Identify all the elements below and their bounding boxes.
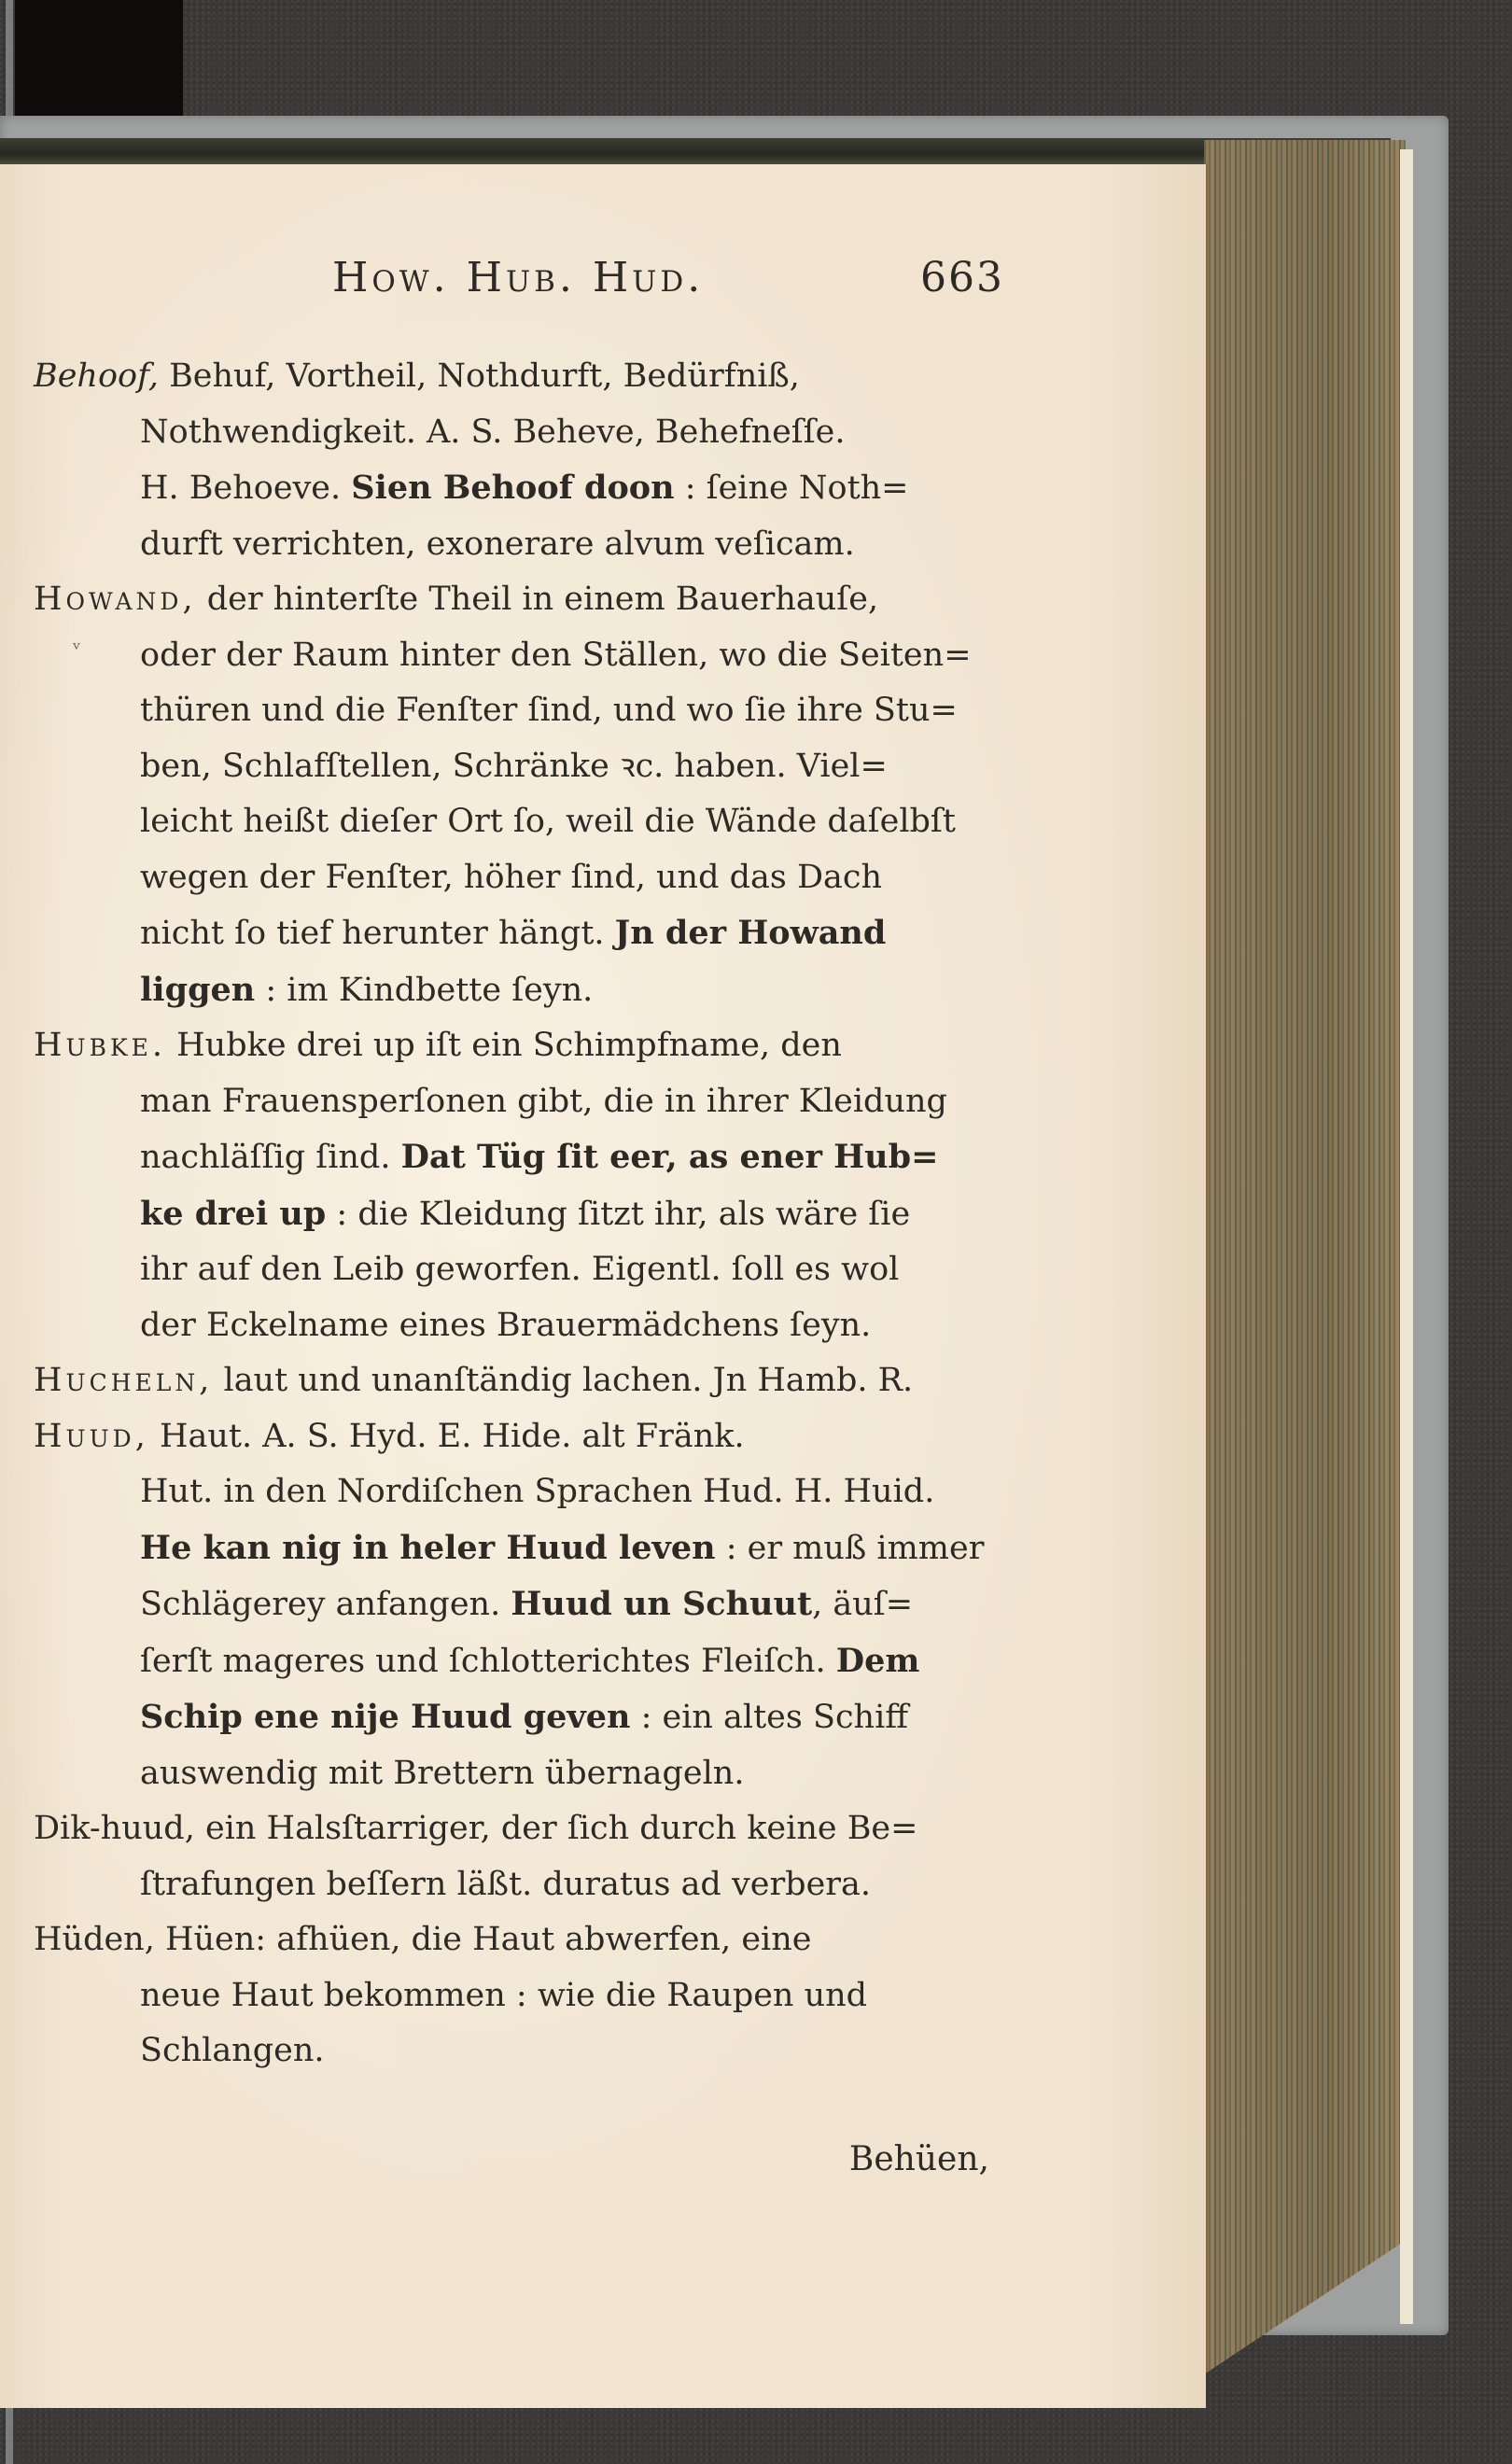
- entry-line: Dik-huud, ein Halsſtarriger, der ſich durch keine Be=: [34, 1810, 918, 1847]
- book-endpaper: [1400, 149, 1413, 2324]
- entry-line: He kan nig in heler Huud leven : er muß immer: [140, 1528, 985, 1567]
- entry-line: ſtrafungen beſſern läßt. duratus ad verbera.: [140, 1865, 872, 1903]
- entry-line: Hubke. Hubke drei up iſt ein Schimpfname, den: [34, 1027, 842, 1064]
- entry-line: Nothwendigkeit. A. S. Beheve, Behefneſſe.: [140, 413, 846, 451]
- headword: Hüden, Hüen:: [34, 1921, 267, 1958]
- example-phrase: Schip ene nije Huud geven: [140, 1698, 631, 1736]
- page-number: 663: [920, 254, 1004, 301]
- entry-hucheln: [34, 1353, 1004, 1409]
- headword: Hucheln,: [34, 1362, 214, 1399]
- headword: Howand,: [34, 581, 197, 618]
- entry-line: ke drei up : die Kleidung ſitzt ihr, als wäre ſie: [140, 1194, 911, 1233]
- entry-line: Schlangen.: [140, 2032, 325, 2069]
- headword: Dik-huud,: [34, 1810, 195, 1847]
- background-shadow: [15, 0, 183, 121]
- running-head-title: How. Hub. Hud.: [332, 254, 705, 301]
- example-phrase: liggen: [140, 970, 256, 1009]
- entry-line: Howand, der hinterſte Theil in einem Bauerhauſe,: [34, 581, 879, 618]
- book-top-edge: [0, 138, 1391, 164]
- entry-line: ſerſt mageres und ſchlotterichtes Fleiſch. Dem: [140, 1641, 920, 1680]
- entry-howand: [34, 572, 1004, 1018]
- entry-line: nachläſſig ſind. Dat Tüg ſit eer, as ener Hub=: [140, 1138, 939, 1176]
- entry-line: Huud, Haut. A. S. Hyd. E. Hide. alt Fränk.: [34, 1417, 745, 1455]
- entry-line: man Frauensperſonen gibt, die in ihrer Kleidung: [140, 1082, 947, 1120]
- example-phrase: He kan nig in heler Huud leven: [140, 1528, 716, 1567]
- entry-line: nicht ſo tief herunter hängt. Jn der Howand: [140, 914, 887, 952]
- entry-hubke: [34, 1018, 1004, 1353]
- example-phrase: ke drei up: [140, 1194, 327, 1233]
- example-phrase: Sien Behoof doon: [351, 469, 675, 507]
- entry-line: Hut. in den Nordiſchen Sprachen Hud. H. Huid.: [140, 1473, 935, 1510]
- entry-dik-huud: [34, 1801, 1004, 1912]
- entry-line: ben, Schlafſtellen, Schränke ꝛc. haben. Viel=: [140, 747, 888, 785]
- entry-line: der Eckelname eines Brauermädchens ſeyn.: [140, 1306, 872, 1344]
- dictionary-entries: [34, 349, 1004, 2187]
- entry-line: liggen : im Kindbette ſeyn.: [140, 970, 594, 1009]
- entry-line: auswendig mit Brettern übernageln.: [140, 1754, 745, 1792]
- entry-hueden: [34, 1912, 1004, 2079]
- entry-line: Hucheln, laut und unanſtändig lachen. Jn Hamb. R.: [34, 1362, 914, 1399]
- example-phrase: Huud un Schuut: [511, 1585, 813, 1623]
- entry-line: wegen der Fenſter, höher ſind, und das Dach: [140, 858, 883, 896]
- example-phrase: Jn der Howand: [614, 914, 887, 952]
- entry-behoof: [34, 349, 1004, 572]
- example-phrase: Dat Tüg ſit eer, as ener Hub=: [400, 1138, 939, 1176]
- entry-line: H. Behoeve. Sien Behoof doon : ſeine Noth=: [140, 469, 909, 507]
- entry-line: durft verrichten, exonerare alvum veſicam.: [140, 525, 855, 563]
- entry-line: thüren und die Fenſter ſind, und wo ſie ihre Stu=: [140, 692, 958, 729]
- entry-line: ihr auf den Leib geworfen. Eigentl. ſoll es wol: [140, 1251, 900, 1288]
- text-block: [34, 254, 1004, 2187]
- book-page: [0, 164, 1206, 2408]
- entry-line: Schip ene nije Huud geven : ein altes Schiff: [140, 1698, 909, 1736]
- headword: Behoof,: [34, 357, 159, 395]
- headword: Hubke.: [34, 1027, 167, 1064]
- example-phrase: Dem: [835, 1641, 920, 1680]
- headword: Huud,: [34, 1417, 149, 1455]
- catchword: Behüen,: [848, 2139, 989, 2178]
- entry-line: Behoof, Behuf, Vortheil, Nothdurft, Bedürfniß,: [34, 357, 800, 395]
- entry-line: oder der Raum hinter den Ställen, wo die Seiten=: [140, 636, 972, 674]
- entry-line: Hüden, Hüen: afhüen, die Haut abwerfen, eine: [34, 1921, 812, 1958]
- running-head: [332, 254, 1004, 314]
- entry-line: neue Haut bekommen : wie die Raupen und: [140, 1976, 868, 2014]
- margin-mark: ᵛ: [73, 638, 81, 662]
- entry-huud: [34, 1409, 1004, 1802]
- entry-line: leicht heißt dieſer Ort ſo, weil die Wände daſelbſt: [140, 803, 956, 840]
- entry-line: Schlägerey anfangen. Huud un Schuut, äuſ=: [140, 1585, 914, 1623]
- book-fore-edge: [1204, 140, 1406, 2374]
